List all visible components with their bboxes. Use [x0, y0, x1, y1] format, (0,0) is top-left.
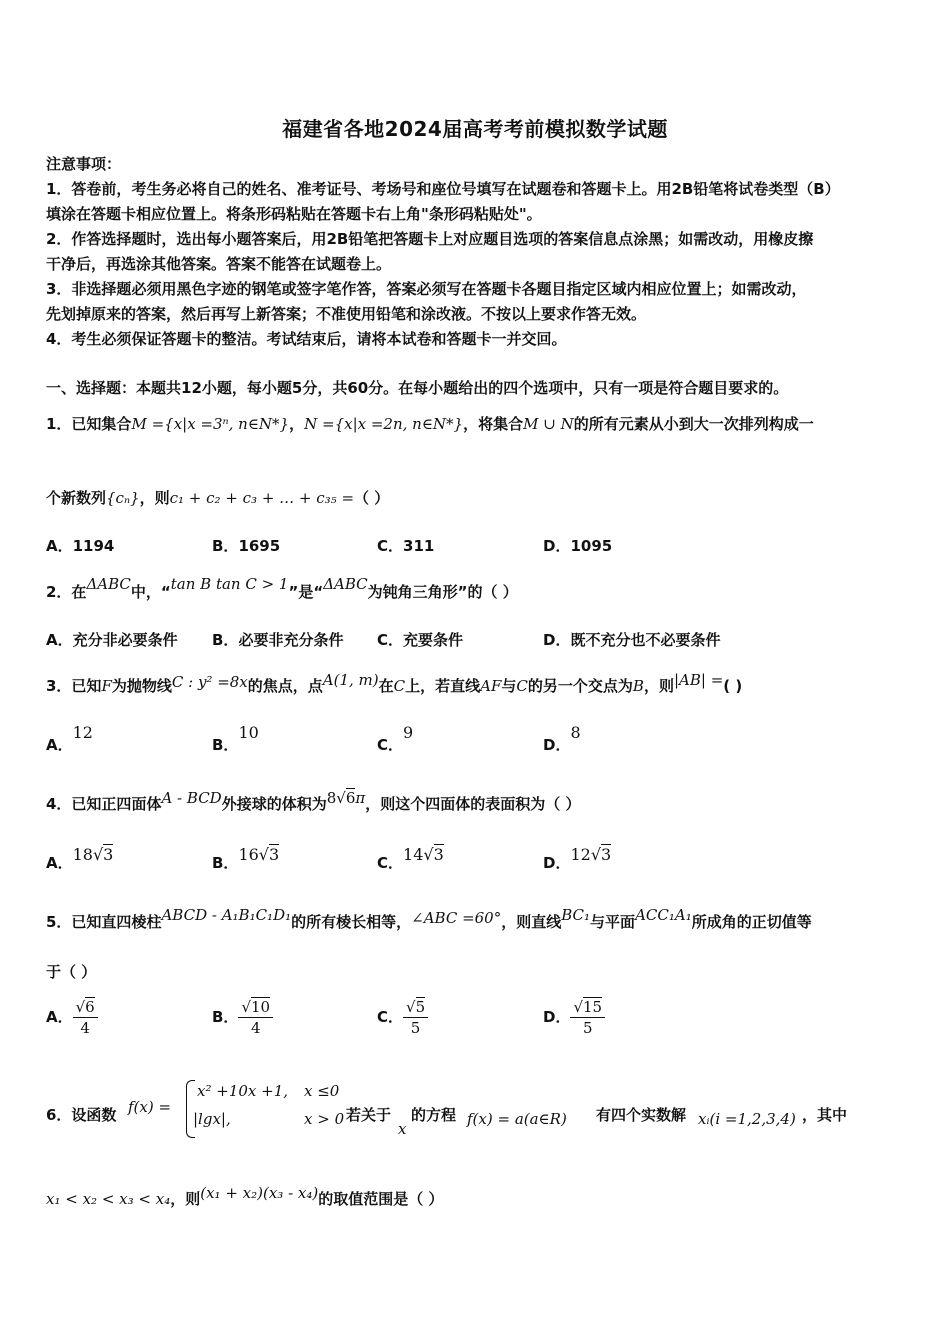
option-letter: B． — [212, 736, 239, 754]
option-fraction: $\frac{√10}{4}$ — [238, 998, 273, 1037]
option-letter: A． — [46, 537, 73, 555]
notice-line-5: 3．非选择题必须用黑色字迹的钢笔或签字笔作答，答案必须写在答题卡各题目指定区域内相应位置上；如需改动， — [46, 280, 807, 298]
q5-prism: ABCD - A₁B₁C₁D₁ — [161, 906, 292, 924]
notice-line-3: 2．作答选择题时，选出每小题答案后，用2B铅笔把答题卡上对应题目选项的答案信息点涂黑；如需改动，用橡皮擦 — [46, 230, 814, 248]
q4-solid: A - BCD — [161, 789, 222, 807]
option-letter: B． — [212, 537, 239, 555]
q6-equation: f(x) = a(a∈R) — [467, 1110, 567, 1128]
q3-t3: 在 — [378, 677, 394, 695]
option-value: 必要非充分条件 — [238, 631, 344, 649]
option-letter: D． — [543, 1008, 571, 1026]
option-letter: D． — [543, 736, 571, 754]
q1-option-b[interactable] — [212, 535, 280, 556]
q3-option-d[interactable] — [543, 722, 581, 754]
q6-t3: 有四个实数解 — [596, 1106, 687, 1124]
q6-order: x₁ < x₂ < x₃ < x₄ — [46, 1190, 171, 1208]
option-letter: B． — [212, 1008, 239, 1026]
q6-brace — [186, 1080, 195, 1138]
q5-t2: ，则直线 — [501, 913, 562, 931]
q5-post: 所成角的正切值等 — [691, 913, 812, 931]
option-letter: A． — [46, 854, 73, 872]
q6-case2-expr: |lgx|, — [193, 1110, 231, 1128]
option-fraction: $\frac{√15}{5}$ — [570, 998, 605, 1037]
option-value: 8 — [570, 723, 581, 742]
q1-option-c[interactable] — [377, 535, 434, 556]
option-value: 10 — [238, 723, 259, 742]
fraction-den: 5 — [410, 1019, 421, 1037]
option-coef: 12 — [570, 845, 591, 864]
q6-pre: 6．设函数 — [46, 1106, 117, 1124]
q3-option-c[interactable] — [377, 722, 414, 754]
q3-focus: F — [101, 677, 112, 695]
q1-then: ，则 — [139, 489, 170, 507]
q4-vol-pi: π — [355, 789, 366, 807]
notice-line-7: 4．考生必须保证答题卡的整洁。考试结束后，请将本试卷和答题卡一并交回。 — [46, 330, 567, 348]
q3-pre: 3．已知 — [46, 677, 102, 695]
q1-set-n: N ={x|x =2n, n∈N*} — [304, 415, 464, 433]
q4-option-c[interactable]: C．14√3 — [377, 845, 444, 872]
q6-line-2 — [46, 1184, 444, 1209]
option-value: 既不充分也不必要条件 — [570, 631, 721, 649]
option-letter: C． — [377, 1008, 404, 1026]
q3-t4: 上，若直线 — [405, 677, 481, 695]
fraction-den: 4 — [250, 1019, 261, 1037]
q1-set-m: M ={x|x =3ⁿ, n∈N*} — [131, 415, 290, 433]
q6-post: 的取值范围是（ ） — [318, 1190, 444, 1208]
option-value: 1695 — [238, 537, 281, 555]
notice-line-6: 先划掉原来的答案，然后再写上新答案；不准使用铅笔和涂改液。不按以上要求作答无效。 — [46, 305, 647, 323]
q5-option-b[interactable] — [212, 998, 273, 1037]
q4-pre: 4．已知正四面体 — [46, 795, 162, 813]
q3-option-a[interactable] — [46, 722, 93, 754]
fraction-num: 6 — [85, 998, 95, 1016]
q1-line2-pre: 个新数列 — [46, 489, 107, 507]
q3-point: A(1, m) — [322, 671, 379, 689]
option-value: 1194 — [72, 537, 115, 555]
q2-mid1: 中，“ — [130, 583, 171, 601]
option-letter: D． — [543, 537, 571, 555]
q5-line: BC₁ — [561, 906, 591, 924]
option-letter: C． — [377, 854, 404, 872]
option-letter: A． — [46, 631, 73, 649]
q1-sum: c₁ + c₂ + c₃ + … + c₃₅ = — [169, 489, 355, 507]
option-rad: 3 — [269, 845, 280, 864]
q3-curve: C : y² =8x — [171, 673, 248, 691]
q2-triangle-1: ΔABC — [86, 575, 131, 593]
q4-option-d[interactable]: D．12√3 — [543, 845, 612, 872]
q6-case2-cond: x > 0 — [304, 1110, 345, 1128]
q2-option-d[interactable] — [543, 629, 720, 650]
q2-mid2: ”是“ — [288, 583, 324, 601]
q4-option-a[interactable]: A．18√3 — [46, 845, 114, 872]
option-coef: 16 — [238, 845, 259, 864]
option-letter: B． — [212, 631, 239, 649]
q3-option-b[interactable] — [212, 722, 259, 754]
q6-expr: (x₁ + x₂)(x₃ - x₄) — [200, 1184, 319, 1202]
q5-option-a[interactable] — [46, 998, 98, 1037]
fraction-num: 5 — [415, 998, 426, 1016]
q2-post: 为钝角三角形”的（ ） — [367, 583, 518, 601]
option-value: 311 — [403, 537, 435, 555]
notice-line-4: 干净后，再选涂其他答案。答案不能答在试题卷上。 — [46, 255, 392, 273]
q3-blank: ( ) — [723, 677, 743, 695]
q4-post: ，则这个四面体的表面积为（ ） — [365, 795, 581, 813]
option-coef: 14 — [403, 845, 424, 864]
q1-mid: ，将集合 — [463, 415, 524, 433]
option-fraction: $\frac{√5}{5}$ — [403, 998, 428, 1037]
option-rad: 3 — [433, 845, 444, 864]
notice-line-1: 1．答卷前，考生务必将自己的姓名、准考证号、考场号和座位号填写在试题卷和答题卡上。用2B铅笔将试卷类型（B） — [46, 180, 840, 198]
q3-af: AF — [480, 677, 502, 695]
option-value: 充分非必要条件 — [72, 631, 178, 649]
q3-t7: ，则 — [643, 677, 674, 695]
q3-t5: 与 — [501, 677, 517, 695]
q4-t1: 外接球的体积为 — [221, 795, 327, 813]
q3-t6: 的另一个交点为 — [527, 677, 633, 695]
q1-post: 的所有元素从小到大一次排列构成一 — [573, 415, 814, 433]
option-fraction: $\frac{√6}{4}$ — [73, 998, 98, 1037]
q6-then: ，则 — [170, 1190, 201, 1208]
fraction-den: 5 — [583, 1019, 593, 1037]
q5-angle: ∠ABC =60° — [411, 909, 502, 927]
option-value: 充要条件 — [403, 631, 464, 649]
q1-comma: ， — [289, 415, 305, 433]
fraction-den: 4 — [80, 1019, 90, 1037]
q2-condition: tan B tan C > 1 — [170, 575, 289, 593]
fraction-num: 10 — [251, 998, 271, 1016]
q6-fx: f(x) = — [128, 1098, 172, 1116]
q3-abs: |AB| = — [673, 671, 724, 689]
q1-union: M ∪ N — [523, 415, 574, 433]
q4-vol-rad: 6 — [345, 789, 356, 807]
q5-t3: 与平面 — [590, 913, 636, 931]
q3-c2: C — [516, 677, 528, 695]
q6-case1-expr: x² +10x +1, — [197, 1082, 289, 1100]
q5-pre: 5．已知直四棱柱 — [46, 913, 162, 931]
q4-vol-coef: 8 — [326, 789, 337, 807]
q2-option-b[interactable] — [212, 629, 343, 650]
option-value: 1095 — [570, 537, 613, 555]
q1-seq: {cₙ} — [106, 489, 140, 507]
question-4: 4．已知正四面体A - BCD外接球的体积为8√6π，则这个四面体的表面积为（ ） — [46, 789, 581, 813]
notice-line-2: 填涂在答题卡相应位置上。将条形码粘贴在答题卡右上角"条形码粘贴处"。 — [46, 205, 542, 223]
question-2 — [46, 575, 518, 602]
q6-x: x — [398, 1120, 407, 1138]
q4-option-b[interactable]: B．16√3 — [212, 845, 280, 872]
option-letter: A． — [46, 736, 73, 754]
fraction-num: 15 — [583, 998, 603, 1016]
q3-b: B — [632, 677, 644, 695]
q2-option-c[interactable] — [377, 629, 463, 650]
q1-option-a[interactable] — [46, 535, 114, 556]
question-3 — [46, 671, 743, 696]
q6-t2: 的方程 — [411, 1106, 457, 1124]
option-letter: B． — [212, 854, 239, 872]
q3-t1: 为抛物线 — [111, 677, 172, 695]
q5-option-c[interactable] — [377, 998, 428, 1037]
option-rad: 3 — [601, 845, 612, 864]
option-letter: C． — [377, 631, 404, 649]
q6-solutions: xᵢ(i =1,2,3,4) — [698, 1110, 796, 1128]
q6-t1: 若关于 — [346, 1106, 392, 1124]
q1-option-d[interactable] — [543, 535, 612, 556]
option-letter: C． — [377, 736, 404, 754]
q2-triangle-2: ΔABC — [323, 575, 368, 593]
option-rad: 3 — [103, 845, 114, 864]
q2-option-a[interactable] — [46, 629, 178, 650]
q5-line-2: 于（ ） — [46, 963, 97, 981]
q3-c: C — [393, 677, 406, 695]
q6-case1-cond: x ≤0 — [304, 1082, 340, 1100]
option-letter: C． — [377, 537, 404, 555]
q5-t1: 的所有棱长相等， — [291, 913, 412, 931]
q6-t4: ，其中 — [802, 1106, 848, 1124]
q5-option-d[interactable] — [543, 998, 605, 1037]
notice-heading: 注意事项： — [46, 155, 122, 173]
section-heading: 一、选择题：本题共12小题，每小题5分，共60分。在每小题给出的四个选项中，只有一项是符合题目要求的。 — [46, 379, 789, 397]
q2-pre: 2．在 — [46, 583, 87, 601]
q1-blank: （ ） — [354, 489, 390, 507]
q5-plane: ACC₁A₁ — [635, 906, 692, 924]
option-letter: A． — [46, 1008, 73, 1026]
question-1-line-2 — [46, 487, 389, 508]
option-value: 9 — [403, 723, 414, 742]
page-title: 福建省各地2024届高考考前模拟数学试题 — [282, 117, 668, 141]
q1-pre: 1．已知集合 — [46, 415, 132, 433]
option-coef: 18 — [72, 845, 93, 864]
q3-t2: 的焦点，点 — [247, 677, 323, 695]
question-1-line-1 — [46, 413, 814, 434]
option-value: 12 — [72, 723, 93, 742]
question-5 — [46, 906, 812, 932]
option-letter: D． — [543, 631, 571, 649]
option-letter: D． — [543, 854, 571, 872]
